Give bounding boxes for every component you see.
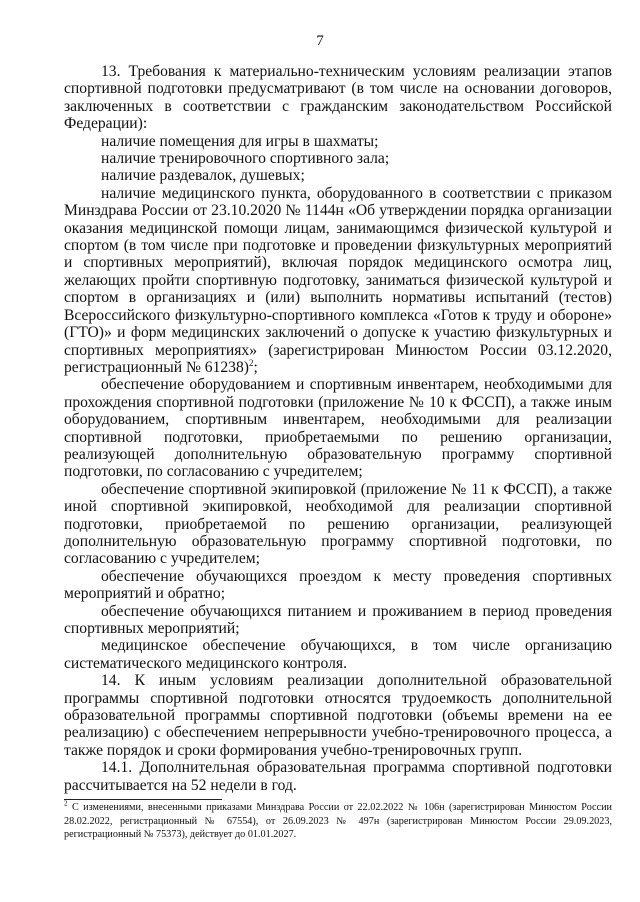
document-body [64,63,612,794]
list-item-equipment: обеспечение оборудованием и спортивным инвентарем, необходимыми для прохождения спортивной подготовки (приложение № 10 к ФССП), а также иным оборудованием, спортивным инвентарем, необходимыми для реализации спортивной подготовки, приобретаемыми по решению организации, реализующей дополнительную образовательную программу спортивной подготовки, по согласованию с учредителем; [64,376,612,481]
list-item-chess-room: наличие помещения для игры в шахматы; [101,132,379,150]
list-item-medical-point [64,185,612,376]
footnote-mark: 2 [64,799,68,808]
list-item-travel: обеспечение обучающихся проездом к месту проведения спортивных мероприятий и обратно; [64,567,612,603]
list-item-training-hall: наличие тренировочного спортивного зала; [101,150,390,168]
footnote-text: С изменениями, внесенными приказами Минздрава России от 22.02.2022 № 106н (зарегистрирован Минюстом России 28.02.2022, регистрационный № 67554), от 26.09.2023 № 497н (зарегистрирован Минюстом России 29.09.2023, регистрационный № 75373), действует до 01.01.2027. [64,802,613,841]
footnote-reference-suffix: ; [253,358,258,376]
paragraph-14-1: 14.1. Дополнительная образовательная программа спортивной подготовки рассчитывается на 52 недели в год. [64,759,612,794]
footnote-divider [64,799,222,800]
list-item-medical-support: медицинское обеспечение обучающихся, в том числе организацию систематического медицинского контроля. [64,637,612,672]
list-item-changing-rooms: наличие раздевалок, душевых; [101,167,305,185]
footnote [64,801,612,842]
paragraph-13: 13. Требования к материально-техническим условиям реализации этапов спортивной подготовки предусматривают (в том числе на основании договоров, заключенных в соответствии с гражданским законодательством Российской Федерации): [64,63,612,133]
paragraph-14: 14. К иным условиям реализации дополнительной образовательной программы спортивной подготовки относятся трудоемкость дополнительной образовательной программы спортивной подготовки (объемы времени на ее реализацию) с обеспечением непрерывности учебно-тренировочного процесса, а также порядок и сроки формирования учебно-тренировочных групп. [64,672,612,759]
footnote-reference: 2 [248,357,254,368]
list-item-meals-lodging: обеспечение обучающихся питанием и проживанием в период проведения спортивных мероприятий; [64,602,612,637]
list-item-sports-gear: обеспечение спортивной экипировкой (приложение № 11 к ФССП), а также иной спортивной экипировкой, необходимой для реализации спортивной подготовки, приобретаемой по решению организации, реализующей дополнительную образовательную программу спортивной подготовки, по согласованию с учредителем; [64,480,612,568]
medical-point-text: наличие медицинского пункта, оборудованного в соответствии с приказом Минздрава России от 23.10.2020 № 1144н «Об утверждении порядка организации оказания медицинской помощи лицам, занимающимся физической культурой и спортом (в том числе при подготовке и проведении физкультурных мероприятий и спортивных мероприятий), включая порядок медицинского осмотра лиц, желающих пройти спортивную подготовку, заниматься физической культурой и спортом в организациях и (или) выполнить нормативы испытаний (тестов) Всероссийского физкультурно-спортивного комплекса «Готов к труду и обороне» (ГТО)» и форм медицинских заключений о допуске к участию физкультурных и спортивных мероприятиях» (зарегистрирован Минюстом России 03.12.2020, регистрационный № 61238) [64,184,612,376]
page-number: 7 [316,33,324,49]
